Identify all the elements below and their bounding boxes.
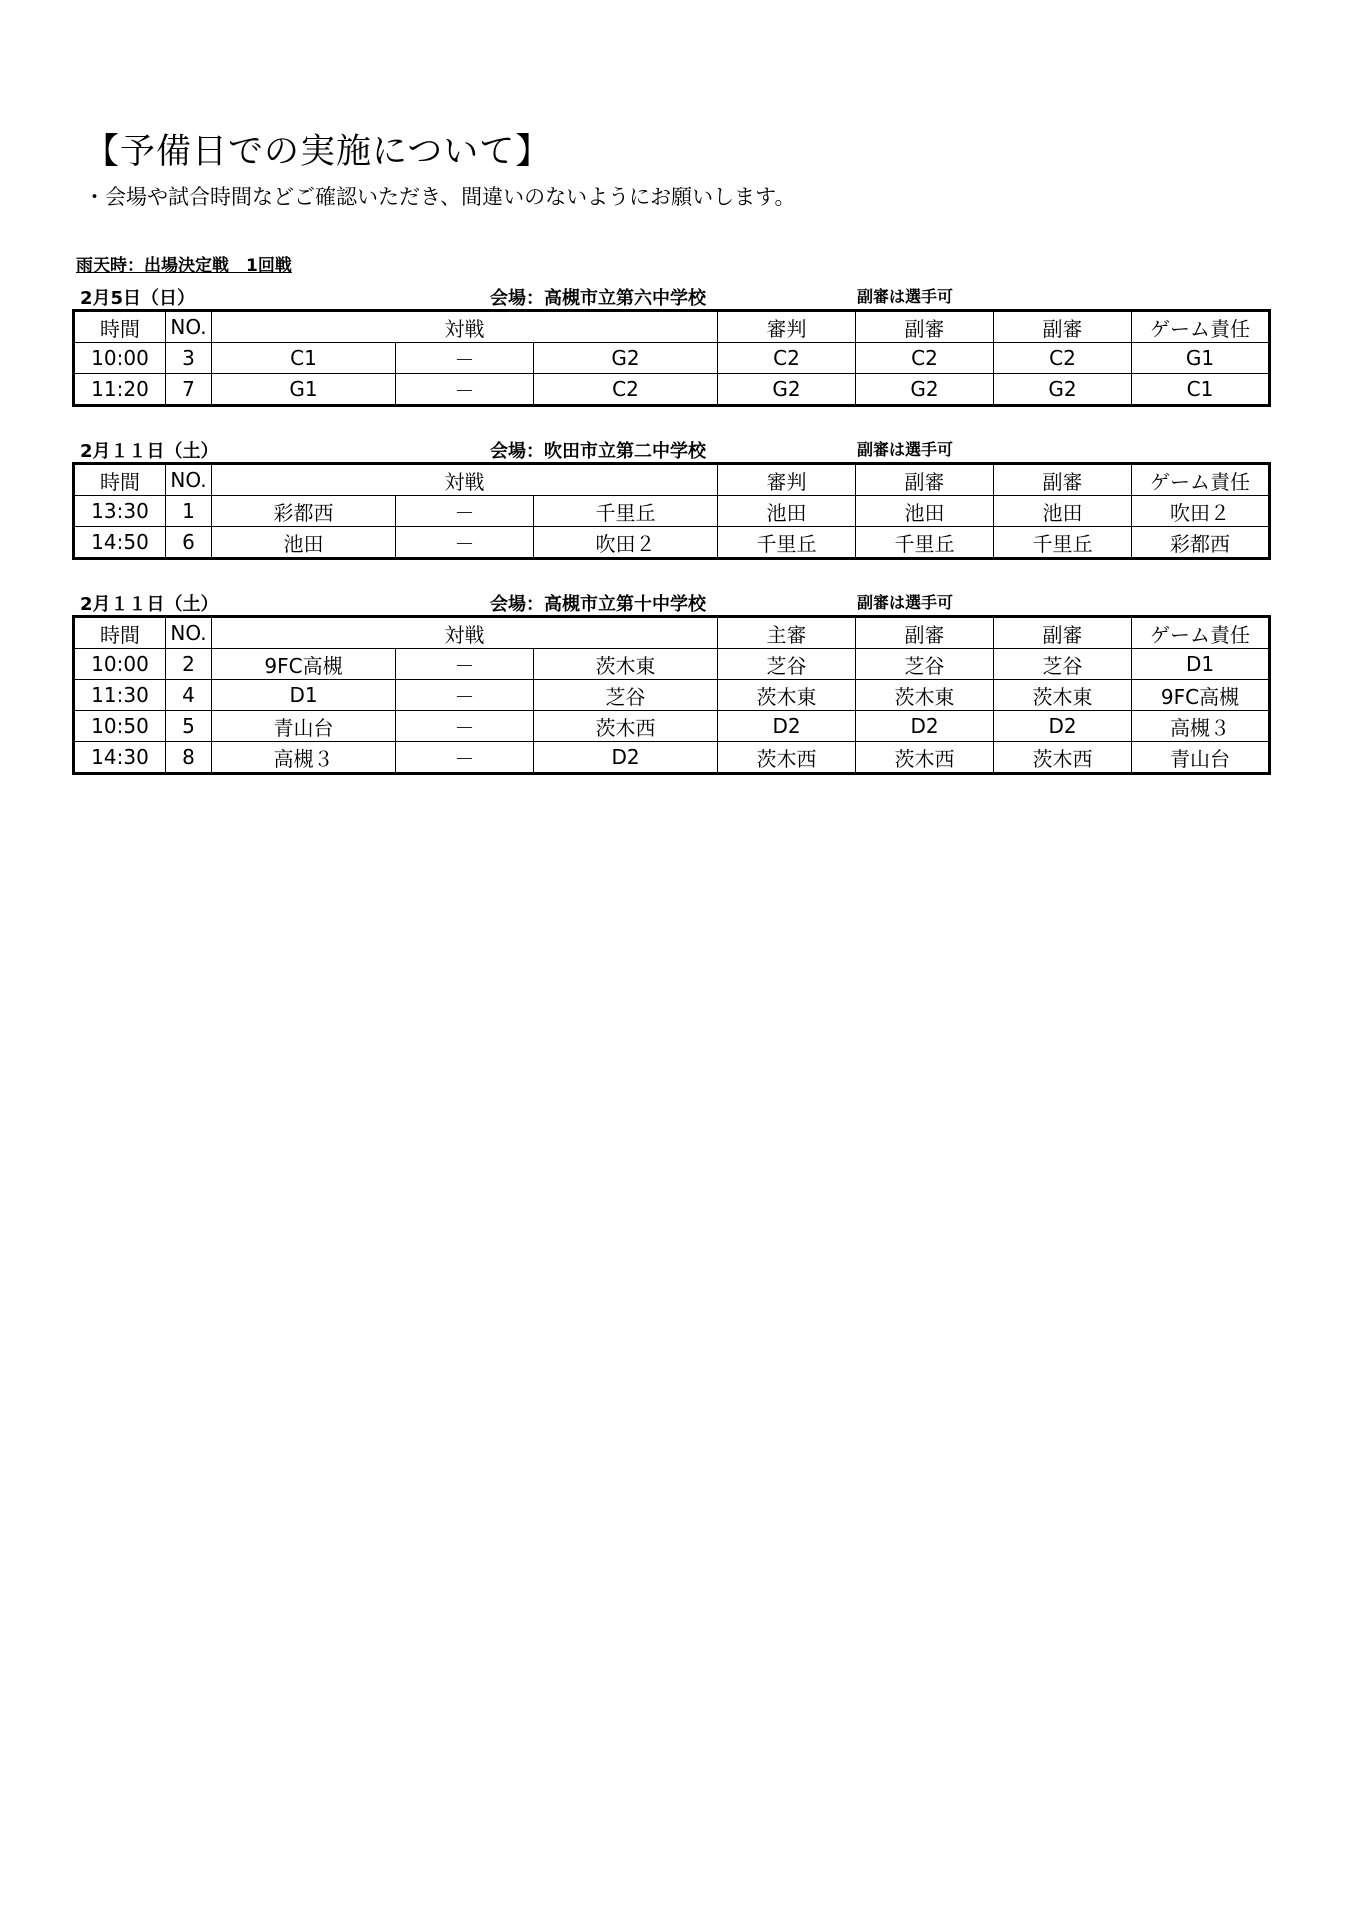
- table-cell: 8: [166, 742, 212, 774]
- table-cell: 4: [166, 680, 212, 711]
- column-header: 審判: [718, 311, 856, 343]
- table-cell: 芝谷: [994, 649, 1132, 680]
- table-cell: G1: [1132, 343, 1270, 374]
- table-cell: 10:50: [74, 711, 166, 742]
- table-cell: 10:00: [74, 649, 166, 680]
- table-cell: 池田: [856, 496, 994, 527]
- table-cell: D2: [994, 711, 1132, 742]
- column-header: 対戦: [212, 311, 718, 343]
- table-cell: 9FC高槻: [1132, 680, 1270, 711]
- table-cell: 茨木東: [534, 649, 718, 680]
- column-header: 副審: [994, 617, 1132, 649]
- page-title: 【予備日での実施について】: [84, 132, 552, 172]
- table-cell: 茨木東: [994, 680, 1132, 711]
- table-cell: G2: [994, 374, 1132, 406]
- block-header: [72, 590, 1268, 615]
- column-header: 副審: [856, 617, 994, 649]
- table-cell: 彩都西: [1132, 527, 1270, 559]
- table-cell: 1: [166, 496, 212, 527]
- table-cell: 13:30: [74, 496, 166, 527]
- table-cell: 芝谷: [718, 649, 856, 680]
- table-cell: 池田: [212, 527, 396, 559]
- table-row: [74, 343, 1270, 374]
- table-cell: 千里丘: [718, 527, 856, 559]
- table-cell: 5: [166, 711, 212, 742]
- table-cell: 千里丘: [856, 527, 994, 559]
- table-cell: 青山台: [1132, 742, 1270, 774]
- table-cell: 茨木東: [856, 680, 994, 711]
- block-venue: 会場：高槻市立第十中学校: [490, 594, 706, 615]
- table-cell: D1: [212, 680, 396, 711]
- block-venue: 会場：高槻市立第六中学校: [490, 288, 706, 309]
- block-note: 副審は選手可: [857, 287, 954, 306]
- column-header: 副審: [856, 464, 994, 496]
- table-cell: 茨木東: [718, 680, 856, 711]
- table-cell: 千里丘: [994, 527, 1132, 559]
- schedule-table: [72, 462, 1271, 560]
- table-cell: 彩都西: [212, 496, 396, 527]
- table-cell: 茨木西: [534, 711, 718, 742]
- table-cell: －: [396, 742, 534, 774]
- column-header: NO.: [166, 617, 212, 649]
- column-header: 時間: [74, 617, 166, 649]
- column-header: NO.: [166, 464, 212, 496]
- table-cell: 吹田２: [1132, 496, 1270, 527]
- table-cell: 池田: [718, 496, 856, 527]
- block-header: [72, 437, 1268, 462]
- schedule-block: [72, 590, 1268, 775]
- block-venue: 会場：吹田市立第二中学校: [490, 441, 706, 462]
- schedule-block: [72, 284, 1268, 407]
- table-cell: C1: [1132, 374, 1270, 406]
- table-row: [74, 527, 1270, 559]
- column-header: 時間: [74, 311, 166, 343]
- table-cell: －: [396, 496, 534, 527]
- table-cell: G2: [856, 374, 994, 406]
- block-note: 副審は選手可: [857, 440, 954, 459]
- table-cell: －: [396, 680, 534, 711]
- column-header: 副審: [994, 311, 1132, 343]
- table-cell: －: [396, 343, 534, 374]
- instruction-note: ・会場や試合時間などご確認いただき、間違いのないようにお願いします。: [84, 185, 796, 209]
- column-header: ゲーム責任: [1132, 311, 1270, 343]
- table-cell: 茨木西: [718, 742, 856, 774]
- table-cell: 10:00: [74, 343, 166, 374]
- table-cell: 6: [166, 527, 212, 559]
- column-header: 副審: [994, 464, 1132, 496]
- table-cell: 吹田２: [534, 527, 718, 559]
- table-cell: C1: [212, 343, 396, 374]
- table-cell: 14:30: [74, 742, 166, 774]
- table-row: [74, 742, 1270, 774]
- table-cell: －: [396, 527, 534, 559]
- schedule-table: [72, 615, 1271, 775]
- table-header-row: [74, 464, 1270, 496]
- table-cell: C2: [856, 343, 994, 374]
- table-cell: 高槻３: [1132, 711, 1270, 742]
- table-cell: 11:30: [74, 680, 166, 711]
- table-cell: 14:50: [74, 527, 166, 559]
- table-cell: D2: [534, 742, 718, 774]
- table-cell: C2: [994, 343, 1132, 374]
- table-cell: 芝谷: [856, 649, 994, 680]
- table-cell: G2: [534, 343, 718, 374]
- table-cell: G1: [212, 374, 396, 406]
- block-date: 2月１１日（土）: [80, 594, 219, 615]
- table-cell: 7: [166, 374, 212, 406]
- table-cell: 9FC高槻: [212, 649, 396, 680]
- section-title: 雨天時：出場決定戦 1回戦: [76, 256, 292, 276]
- table-cell: 2: [166, 649, 212, 680]
- table-header-row: [74, 617, 1270, 649]
- column-header: NO.: [166, 311, 212, 343]
- table-row: [74, 649, 1270, 680]
- table-cell: －: [396, 649, 534, 680]
- table-cell: 池田: [994, 496, 1132, 527]
- table-cell: G2: [718, 374, 856, 406]
- column-header: 審判: [718, 464, 856, 496]
- column-header: 主審: [718, 617, 856, 649]
- column-header: ゲーム責任: [1132, 617, 1270, 649]
- table-header-row: [74, 311, 1270, 343]
- table-cell: D2: [856, 711, 994, 742]
- block-date: 2月１１日（土）: [80, 441, 219, 462]
- block-date: 2月5日（日）: [80, 288, 196, 309]
- table-cell: 千里丘: [534, 496, 718, 527]
- table-cell: 芝谷: [534, 680, 718, 711]
- table-cell: C2: [718, 343, 856, 374]
- table-cell: 茨木西: [994, 742, 1132, 774]
- table-cell: 11:20: [74, 374, 166, 406]
- table-cell: 茨木西: [856, 742, 994, 774]
- column-header: 対戦: [212, 464, 718, 496]
- schedule-table: [72, 309, 1271, 407]
- table-cell: －: [396, 374, 534, 406]
- table-cell: 高槻３: [212, 742, 396, 774]
- block-header: [72, 284, 1268, 309]
- table-cell: D2: [718, 711, 856, 742]
- block-note: 副審は選手可: [857, 593, 954, 612]
- table-cell: －: [396, 711, 534, 742]
- table-cell: D1: [1132, 649, 1270, 680]
- table-row: [74, 496, 1270, 527]
- column-header: 時間: [74, 464, 166, 496]
- column-header: 対戦: [212, 617, 718, 649]
- table-cell: 3: [166, 343, 212, 374]
- column-header: ゲーム責任: [1132, 464, 1270, 496]
- table-row: [74, 711, 1270, 742]
- table-cell: C2: [534, 374, 718, 406]
- table-row: [74, 374, 1270, 406]
- table-row: [74, 680, 1270, 711]
- column-header: 副審: [856, 311, 994, 343]
- schedule-block: [72, 437, 1268, 560]
- table-cell: 青山台: [212, 711, 396, 742]
